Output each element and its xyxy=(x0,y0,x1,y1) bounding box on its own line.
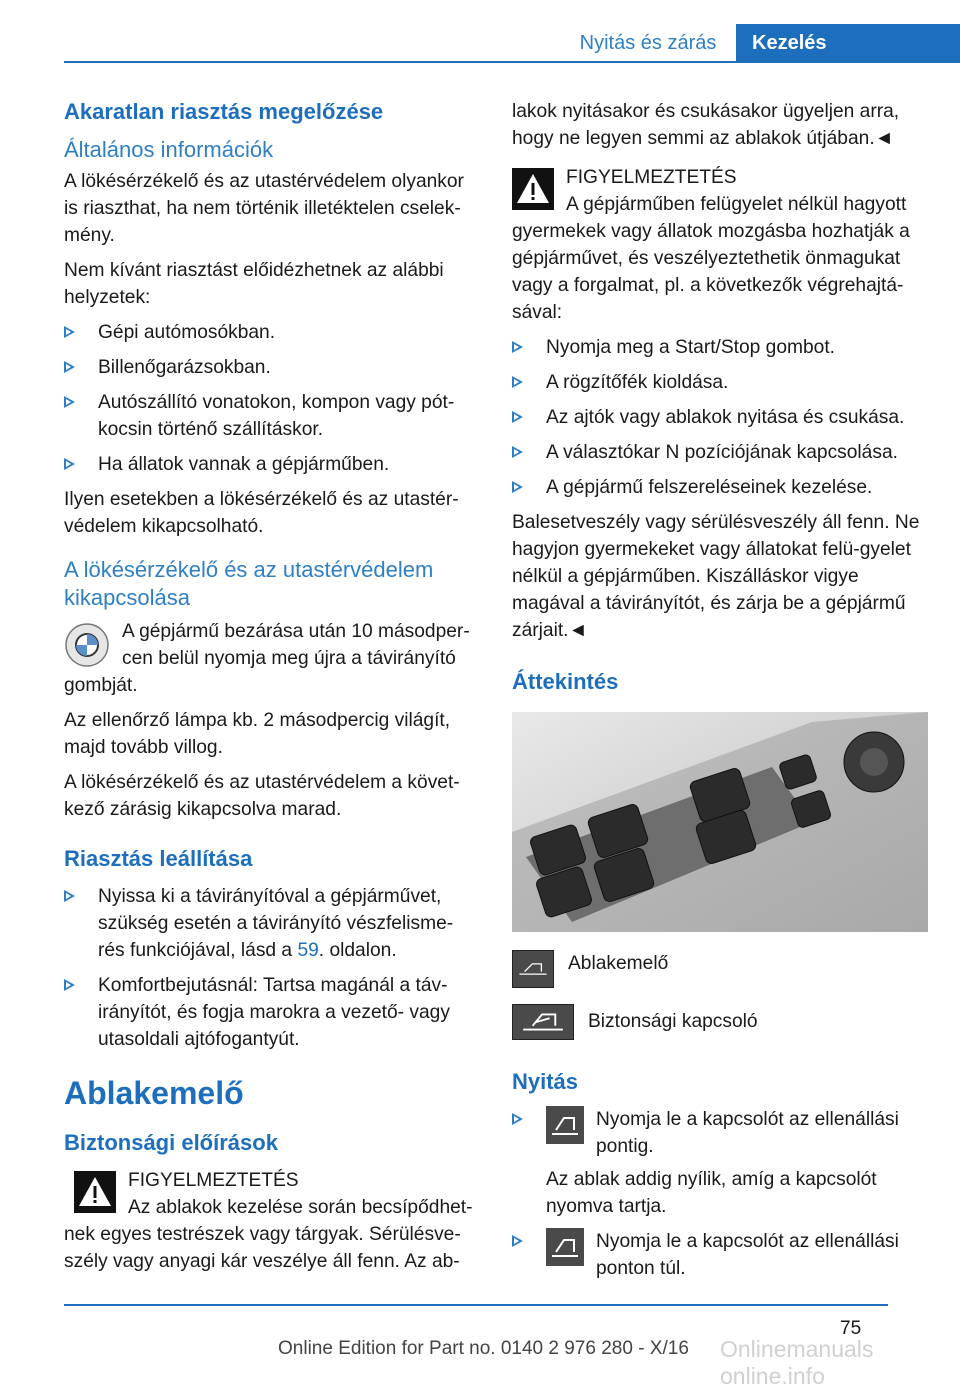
paragraph: A lökésérzékelő és az utastérvédelem olyankor is riaszthat, ha nem történik illetéktelen cselek-mény. xyxy=(64,171,464,246)
paragraph: lakok nyitásakor és csukásakor ügyeljen arra, hogy ne legyen semmi az ablakok útjában.◄ xyxy=(512,101,900,149)
list-item: Gépi autómosókban. xyxy=(64,319,476,346)
bullet-triangle-icon xyxy=(64,396,75,408)
paragraph: Az ellenőrző lámpa kb. 2 másodpercig világít, majd tovább villog. xyxy=(64,710,451,758)
paragraph: Balesetveszély vagy sérülésveszély áll fenn. Ne hagyjon gyermekeket vagy állatokat felü-gyelet nélkül a gépjárműben. Kiszálláskor vigye magával a távirányítót, és zárja be a gépjármű zárjait.◄ xyxy=(512,512,920,641)
page-number: 75 xyxy=(840,1318,862,1339)
warning-icon xyxy=(512,168,554,210)
bullet-triangle-icon xyxy=(512,481,523,493)
warning-text: Az ablakok kezelése során becsípődhet-nek egyes testrészek vagy tárgyak. Sérülésve-szély vagy anyagi kár veszélye áll fenn. Az ab- xyxy=(64,1197,473,1272)
bullet-triangle-icon xyxy=(64,979,75,991)
left-column xyxy=(64,98,476,1283)
legend-label: Ablakemelő xyxy=(568,953,669,974)
bullet-triangle-icon xyxy=(512,411,523,423)
bullet-triangle-icon xyxy=(512,1235,523,1247)
window-lifter-icon xyxy=(512,950,554,988)
warning-block xyxy=(64,1167,476,1275)
heading-akaratlan: Akaratlan riasztás megelőzése xyxy=(64,99,384,124)
warning-title: FIGYELMEZTETÉS xyxy=(566,167,737,188)
list-item: Autószállító vonatokon, kompon vagy pót-kocsin történő szállításkor. xyxy=(64,389,476,443)
legend-label: Biztonsági kapcsoló xyxy=(588,1011,758,1032)
page-header xyxy=(0,24,960,62)
safety-switch-icon xyxy=(512,1004,574,1040)
watermark: Onlinemanuals online.info xyxy=(720,1336,874,1389)
list-item: A választókar N pozíciójának kapcsolása. xyxy=(512,439,924,466)
page-link[interactable]: 59 xyxy=(297,940,319,961)
remote-key-block xyxy=(64,618,476,699)
heading-nyitas: Nyitás xyxy=(512,1069,579,1094)
list-item: Billenőgarázsokban. xyxy=(64,354,476,381)
danger-list xyxy=(512,334,924,501)
header-chapter-tab: Kezelés xyxy=(736,24,960,62)
list-item: Nyissa ki a távirányítóval a gépjárművet, szükség esetén a távirányító vészfelisme-rés funkciójával, lásd a 59. oldalon. xyxy=(64,883,476,964)
bullet-triangle-icon xyxy=(512,446,523,458)
remote-key-icon xyxy=(64,622,110,668)
list-item: Ha állatok vannak a gépjárműben. xyxy=(64,451,476,478)
warning-title: FIGYELMEZTETÉS xyxy=(128,1170,299,1191)
warning-icon xyxy=(74,1171,116,1213)
window-lifter-icon xyxy=(546,1228,584,1266)
bullet-triangle-icon xyxy=(64,326,75,338)
bullet-triangle-icon xyxy=(64,890,75,902)
bullet-triangle-icon xyxy=(64,458,75,470)
heading-ablakemelo: Ablakemelő xyxy=(64,1075,244,1111)
paragraph: A lökésérzékelő és az utastérvédelem a követ-kező zárásig kikapcsolva marad. xyxy=(64,772,460,820)
heading-altalanos: Általános információk xyxy=(64,137,274,162)
opening-list xyxy=(512,1106,924,1282)
heading-kikapcsolasa: A lökésérzékelő és az utastérvédelem kikapcsolása xyxy=(64,557,434,610)
legend-row-safety-switch xyxy=(512,1004,924,1040)
warning-block xyxy=(512,164,924,326)
list-item: Komfortbejutásnál: Tartsa magánál a táv-irányítót, és fogja marokra a vezető- vagy utasoldali ajtófogantyút. xyxy=(64,972,476,1053)
paragraph: Nem kívánt riasztást előidézhetnek az alábbi helyzetek: xyxy=(64,260,444,308)
list-item: A gépjármű felszereléseinek kezelése. xyxy=(512,474,924,501)
page-footer xyxy=(64,1304,888,1306)
paragraph: A gépjármű bezárása után 10 másodper-cen belül nyomja meg újra a távirányító gombját. xyxy=(64,621,470,696)
situations-list xyxy=(64,319,476,478)
heading-attekintes: Áttekintés xyxy=(512,669,619,694)
list-item: Nyomja meg a Start/Stop gombot. xyxy=(512,334,924,361)
bullet-triangle-icon xyxy=(512,1113,523,1125)
list-item: A rögzítőfék kioldása. xyxy=(512,369,924,396)
list-item: Nyomja le a kapcsolót az ellenállási pontig. Az ablak addig nyílik, amíg a kapcsolót nyomva tartja. xyxy=(512,1106,924,1220)
list-item: Nyomja le a kapcsolót az ellenállási ponton túl. xyxy=(512,1228,924,1282)
right-column xyxy=(512,98,924,1290)
legend-row-window-lifter xyxy=(512,950,924,988)
bullet-triangle-icon xyxy=(512,341,523,353)
heading-biztonsagi-eloirasok: Biztonsági előírások xyxy=(64,1130,278,1155)
footer-rule xyxy=(64,1304,888,1306)
bullet-triangle-icon xyxy=(64,361,75,373)
alarm-stop-list xyxy=(64,883,476,1053)
window-switch-illustration xyxy=(512,712,928,932)
window-switch-photo xyxy=(512,712,928,932)
list-item: Az ajtók vagy ablakok nyitása és csukása. xyxy=(512,404,924,431)
heading-riasztas-leallitasa: Riasztás leállítása xyxy=(64,846,253,871)
window-lifter-icon xyxy=(546,1106,584,1144)
paragraph: Ilyen esetekben a lökésérzékelő és az utastér-védelem kikapcsolható. xyxy=(64,489,459,537)
header-rule xyxy=(64,61,960,63)
header-section-title: Nyitás és zárás xyxy=(579,31,717,54)
warning-text: A gépjárműben felügyelet nélkül hagyott gyermekek vagy állatok mozgásba hozhatják a gépjárművet, és veszélyeztethetik önmagukat vagy a forgalmat, pl. a következők végrehajtá-sával: xyxy=(512,194,910,323)
bullet-triangle-icon xyxy=(512,376,523,388)
edition-text: Online Edition for Part no. 0140 2 976 280 - X/16 xyxy=(278,1338,689,1359)
